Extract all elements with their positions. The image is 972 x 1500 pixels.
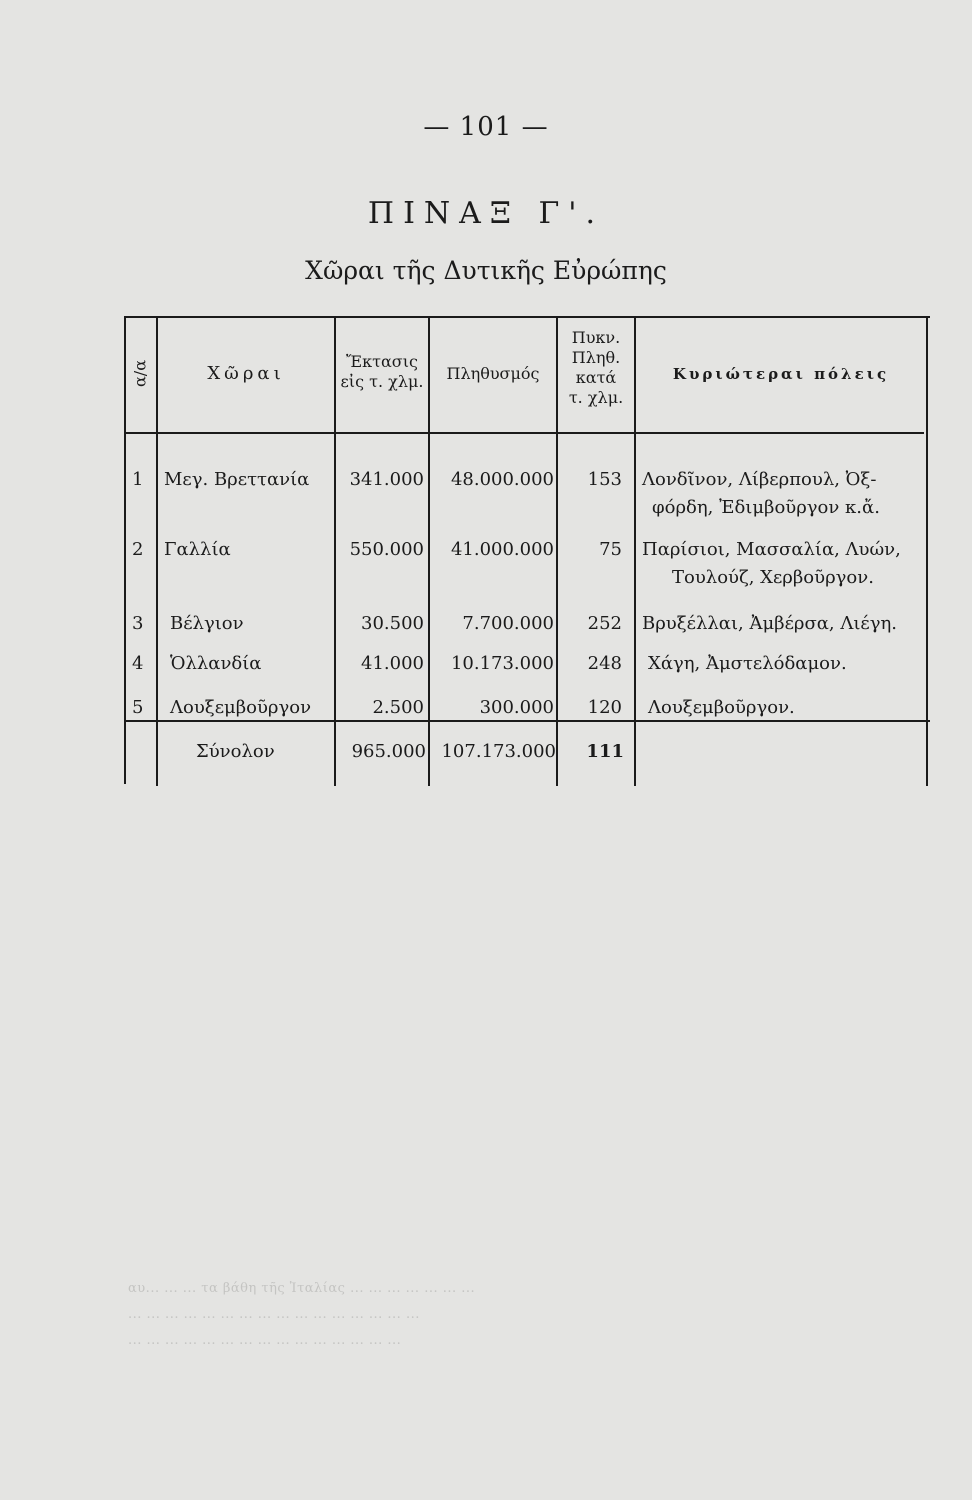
row-2-density: 75: [599, 539, 622, 560]
header-density-line2: Πληθ.: [571, 348, 621, 367]
row-4-cities-line1: Χάγη, Ἀμστελόδαμον.: [648, 653, 847, 674]
row-1-population: 48.000.000: [450, 469, 554, 490]
row-5-index: 5: [132, 697, 144, 718]
bleed-line-3: ... ... ... ... ... ... ... ... ... ... ... ... ... ... ...: [128, 1333, 402, 1348]
header-cities: Κυριώτεραι πόλεις: [672, 365, 890, 383]
row-5-area: 2.500: [372, 697, 424, 718]
header-area-line1: Ἔκτασις: [346, 352, 418, 371]
row-5-cities-line1: Λουξεμβοῦργον.: [648, 697, 795, 718]
page-number: — 101 —: [423, 112, 549, 142]
row-3-area: 30.500: [361, 613, 424, 634]
header-density-line4: τ. χλμ.: [568, 388, 624, 407]
row-1-density: 153: [587, 469, 622, 490]
header-index: α/α: [130, 360, 150, 387]
row-1-country: Μεγ. Βρεττανία: [164, 469, 310, 490]
row-3-index: 3: [132, 613, 144, 634]
row-4-density: 248: [587, 653, 622, 674]
row-4-population: 10.173.000: [450, 653, 554, 674]
row-5-density: 120: [587, 697, 622, 718]
row-4-area: 41.000: [361, 653, 424, 674]
header-area: [336, 352, 428, 392]
row-3-country: Βέλγιον: [170, 613, 244, 634]
row-3-cities-line1: Βρυξέλλαι, Ἀμβέρσα, Λιέγη.: [642, 613, 898, 634]
page-title: ΠΙΝΑΞ Γ'.: [367, 196, 605, 231]
row-3-density: 252: [587, 613, 622, 634]
col-rule-index: [156, 316, 158, 786]
row-2-cities-line2: Τουλούζ, Χερβοῦργον.: [672, 567, 874, 588]
row-1-cities-line1: Λονδῖνον, Λίβερπουλ, Ὀξ-: [642, 469, 877, 490]
total-top-rule: [124, 720, 930, 722]
header-density-line3: κατά: [575, 368, 617, 387]
row-2-cities-line1: Παρίσιοι, Μασσαλία, Λυών,: [642, 539, 901, 560]
row-2-area: 550.000: [349, 539, 424, 560]
row-2-population: 41.000.000: [450, 539, 554, 560]
bleed-line-1: αυ... ... ... τα βάθη τῆς Ἰταλίας ... ... ... ... ... ... ...: [128, 1281, 476, 1296]
row-5-country: Λουξεμβοῦργον: [170, 697, 312, 718]
page-subtitle: Χῶραι τῆς Δυτικῆς Εὐρώπης: [305, 256, 667, 285]
row-1-cities-line2: φόρδη, Ἐδιμβοῦργον κ.ἄ.: [652, 497, 880, 518]
row-2-country: Γαλλία: [164, 539, 231, 560]
header-population: Πληθυσμός: [446, 364, 540, 383]
total-label: Σύνολον: [196, 741, 275, 762]
col-rule-left: [124, 316, 126, 784]
total-population: 107.173.000: [441, 741, 556, 762]
table-top-rule: [124, 316, 930, 318]
total-density: 111: [586, 741, 624, 762]
header-bottom-rule: [124, 432, 924, 434]
header-density: [558, 328, 634, 408]
header-density-line1: Πυκν.: [571, 328, 621, 347]
row-1-index: 1: [132, 469, 144, 490]
data-table: [124, 316, 930, 790]
col-rule-right: [926, 316, 928, 786]
bleed-line-2: ... ... ... ... ... ... ... ... ... ... ... ... ... ... ... ...: [128, 1307, 420, 1322]
row-4-index: 4: [132, 653, 144, 674]
col-rule-density: [634, 316, 636, 786]
row-3-population: 7.700.000: [462, 613, 554, 634]
bleed-through-text: [128, 1276, 848, 1354]
row-5-population: 300.000: [479, 697, 554, 718]
row-2-index: 2: [132, 539, 144, 560]
total-area: 965.000: [351, 741, 426, 762]
header-area-line2: εἰς τ. χλμ.: [340, 372, 424, 391]
row-1-area: 341.000: [349, 469, 424, 490]
header-countries: Χῶραι: [207, 363, 285, 384]
row-4-country: Ὁλλανδία: [170, 653, 262, 674]
